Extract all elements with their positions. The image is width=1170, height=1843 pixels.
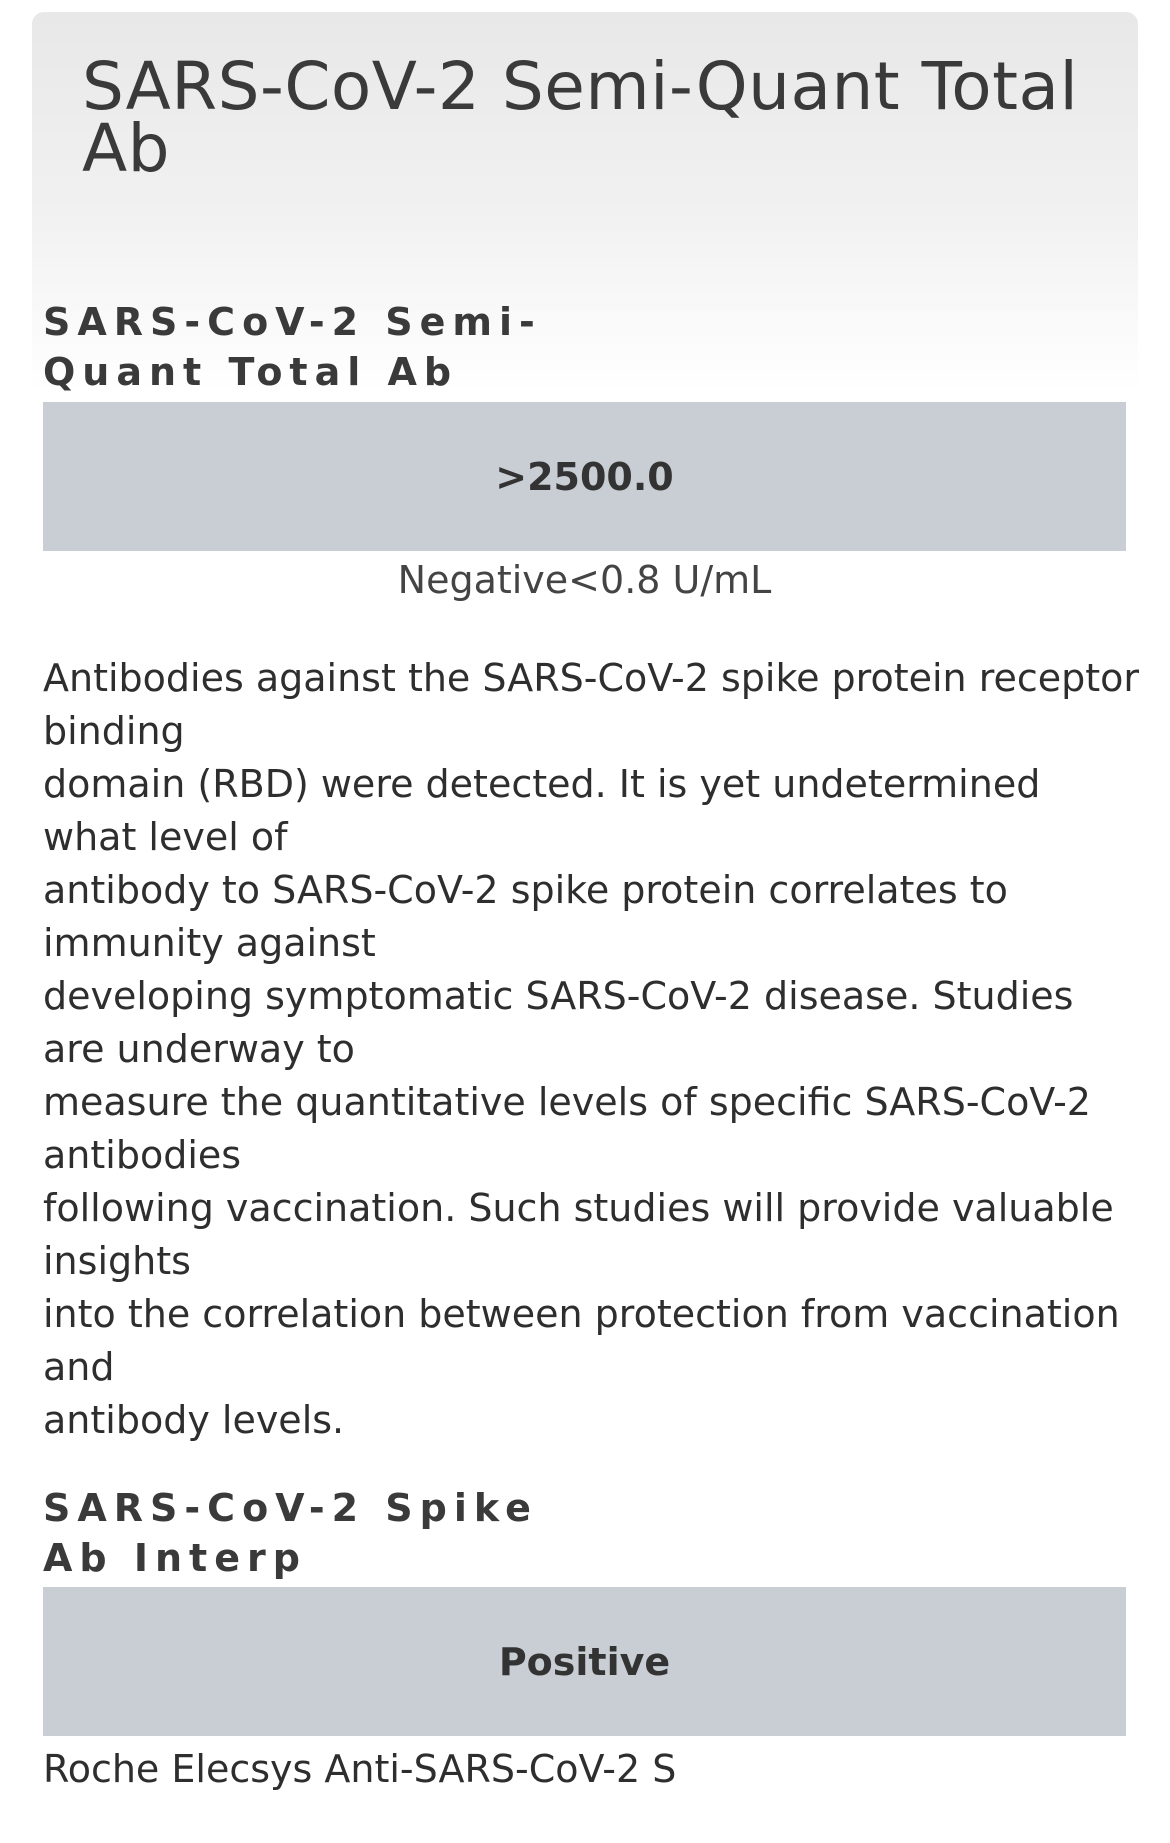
result-interp-value: Positive: [498, 1639, 671, 1684]
result-interp-box: [43, 1587, 1126, 1736]
component-label-line: Quant Total Ab: [43, 350, 459, 394]
component-label-line: SARS-CoV-2 Spike: [43, 1486, 538, 1530]
result-value: >2500.0: [495, 454, 674, 499]
test-method: Roche Elecsys Anti-SARS-CoV-2 S: [43, 1747, 677, 1791]
component-label-line: SARS-CoV-2 Semi-: [43, 300, 542, 344]
page-title: SARS-CoV-2 Semi-Quant Total Ab: [82, 48, 1079, 187]
result-comment: Antibodies against the SARS-CoV-2 spike protein receptor binding domain (RBD) were detected. It is yet undetermined what level of antibody to SARS-CoV-2 spike protein correlates to immunity against developing symptomatic SARS-CoV-2 disease. Studies are underway to measure the quantitative levels of specific SARS-CoV-2 antibodies following vaccination. Such studies will provide valuable insights into the correlation between protection from vaccination and antibody levels.: [43, 656, 1140, 1442]
component-label-spike-interp: [43, 1483, 563, 1583]
component-label-line: Ab Interp: [43, 1536, 307, 1580]
component-label-semi-quant: [43, 297, 563, 397]
reference-range: Negative<0.8 U/mL: [397, 558, 772, 602]
result-value-box: [43, 402, 1126, 551]
